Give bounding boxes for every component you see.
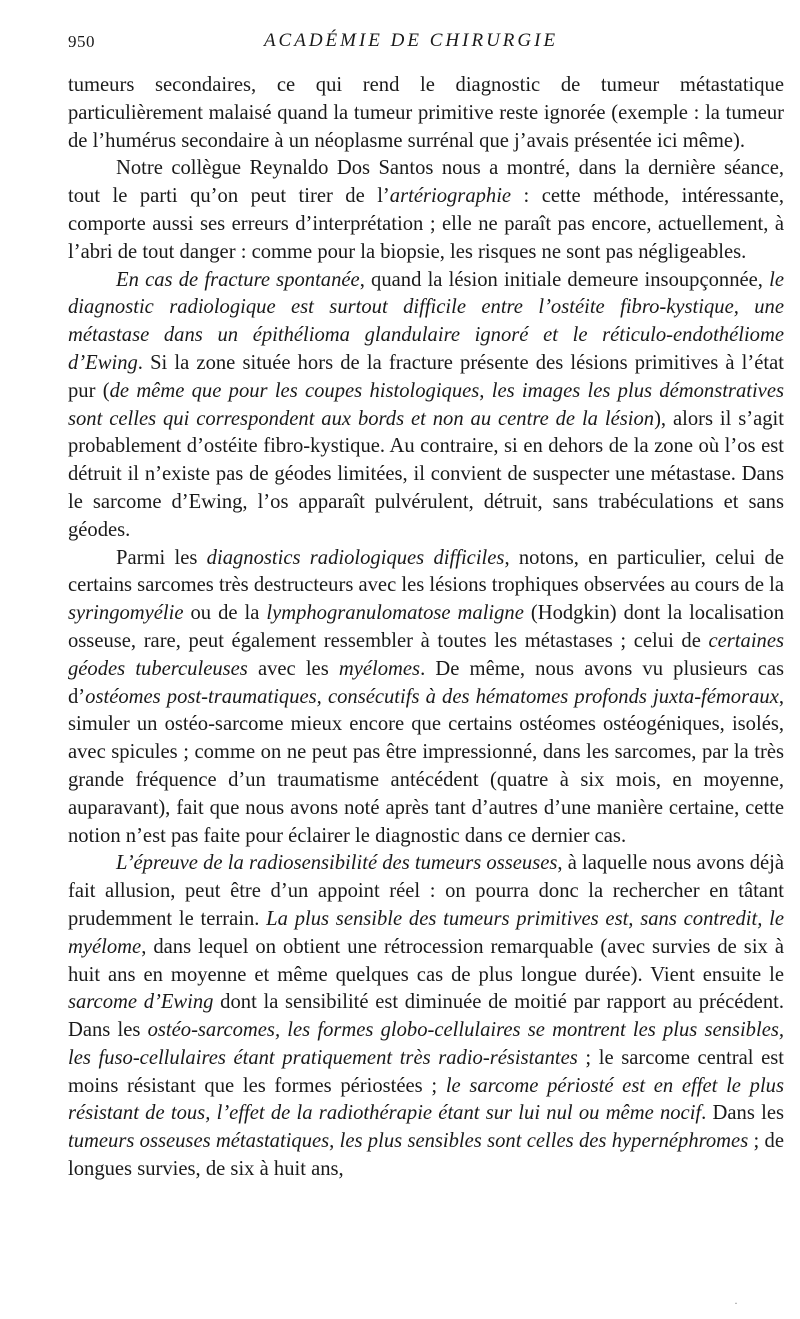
page-number: 950 [68,32,95,51]
italic-run: certaines géodes tuberculeuses [68,629,784,680]
text-run: ; de longues survies, de six à huit ans, [68,1130,784,1181]
text-run: ; le sarcome central est moins résistant que les formes périostées ; [68,1046,784,1097]
paragraph [68,545,784,851]
text-run: , notons, en particulier, celui de certains sarcomes très destructeurs avec les lésions trophiques observées au cours de la [68,546,784,597]
text-run: , dans lequel on obtient une rétrocession remarquable (avec survies de six à huit ans en moyenne et même quelques cas de plus longue durée). Vient ensuite le [68,935,784,986]
text-run: . Si la zone située hors de la fracture présente des lésions primitives à l’état pur ( [68,351,784,402]
text-run: , simuler un ostéo-sarcome mieux encore que certains ostéomes ostéogéniques, isolés, avec spicules ; comme on ne peut pas être impressionné, dans les sarcomes, par la très grande fréquence d’un traumatisme antécédent (quatre à six mois, en moyenne, auparavant), fait que nous avons noté après tant d’autres d’une manière certaine, cette notion n’est pas faite pour éclairer le diagnostic dans ce dernier cas. [68,685,784,847]
margin-mark: · [734,1296,738,1310]
italic-run: myélomes [338,657,421,680]
text-run: tumeurs secondaires, ce qui rend le diagnostic de tumeur métastatique particulièrement malaisé quand la tumeur primitive reste ignorée (exemple : la tumeur de l’humérus secondaire à un néoplasme surrénal que j’avais présentée ici même). [68,74,784,152]
text-run: (Hodgkin) dont la localisation osseuse, rare, peut également ressembler à toutes les métastases ; celui de [68,602,784,652]
italic-run: En cas de fracture spontanée [116,268,360,291]
italic-run: ostéomes post-traumatiques, consécutifs à des hématomes profonds juxta-fémoraux [85,685,779,708]
text-run: Parmi les [116,546,207,569]
italic-run: le sarcome périosté est en effet le plus résistant de tous, l’effet de la radiothérapie étant sur lui nul ou même nocif [68,1074,784,1125]
text-run: avec les [247,657,339,680]
text-run: dont la sensibilité est diminuée de moitié par rapport au précédent. Dans les [68,991,784,1042]
page-header [62,26,760,58]
italic-run: syringomyélie [68,602,184,625]
italic-run: diagnostics radiologiques difficiles [206,546,505,569]
paragraph [68,72,784,155]
paragraph [68,850,784,1184]
paragraph [68,155,784,266]
text-run: , à laquelle nous avons déjà fait allusion, peut être d’un appoint réel : on pourra donc la rechercher en tâtant prudemment le terrain. [68,852,784,930]
italic-run: tumeurs osseuses métastatiques, les plus sensibles sont celles des hypernéphromes [68,1130,749,1153]
italic-run: le diagnostic radiologique est surtout difficile entre l’ostéite fibro-kystique, une métastase dans un épithélioma glandulaire ignoré et le réticulo-endothéliome d’Ewing [68,268,785,374]
italic-run: artériographie [389,185,512,208]
text-run: , quand la lésion initiale demeure insoupçonnée, [359,268,770,291]
italic-run: lymphogranulomatose maligne [266,602,524,625]
italic-run: de même que pour les coupes histologiques, les images les plus démonstratives sont celles qui correspondent aux bords et non au centre de la lésion [68,379,784,430]
body-text [68,72,784,1184]
italic-run: ostéo-sarcomes, les formes globo-cellulaires se montrent les plus sensibles, les fuso-cellulaires étant pratiquement très radio-résistantes [68,1019,784,1069]
text-run: . De même, nous avons vu plusieurs cas d’ [68,657,784,708]
paragraph [68,267,784,545]
text-run: Notre collègue Reynaldo Dos Santos nous a montré, dans la dernière séance, tout le parti qu’on peut tirer de l’ [68,157,784,208]
text-run: ou de la [183,602,267,625]
running-head: ACADÉMIE DE CHIRURGIE [263,30,559,51]
italic-run: sarcome d’Ewing [68,991,214,1014]
italic-run: L’épreuve de la radiosensibilité des tumeurs osseuses [116,852,558,875]
text-run: . Dans les [701,1102,784,1125]
text-run: : cette méthode, intéressante, comporte aussi ses erreurs d’interprétation ; elle ne paraît pas encore, actuellement, à l’abri de tout danger : comme pour la biopsie, les risques ne sont pas négligeables. [68,185,784,263]
italic-run: La plus sensible des tumeurs primitives est, sans contredit, le myélome [68,907,784,958]
text-run: ), alors il s’agit probablement d’ostéite fibro-kystique. Au contraire, si en dehors de la zone où l’os est détruit il n’existe pas de géodes limitées, il convient de suspecter une métastase. Dans le sarcome d’Ewing, l’os apparaît pulvérulent, détruit, sans trabéculations et sans géodes. [68,407,784,541]
